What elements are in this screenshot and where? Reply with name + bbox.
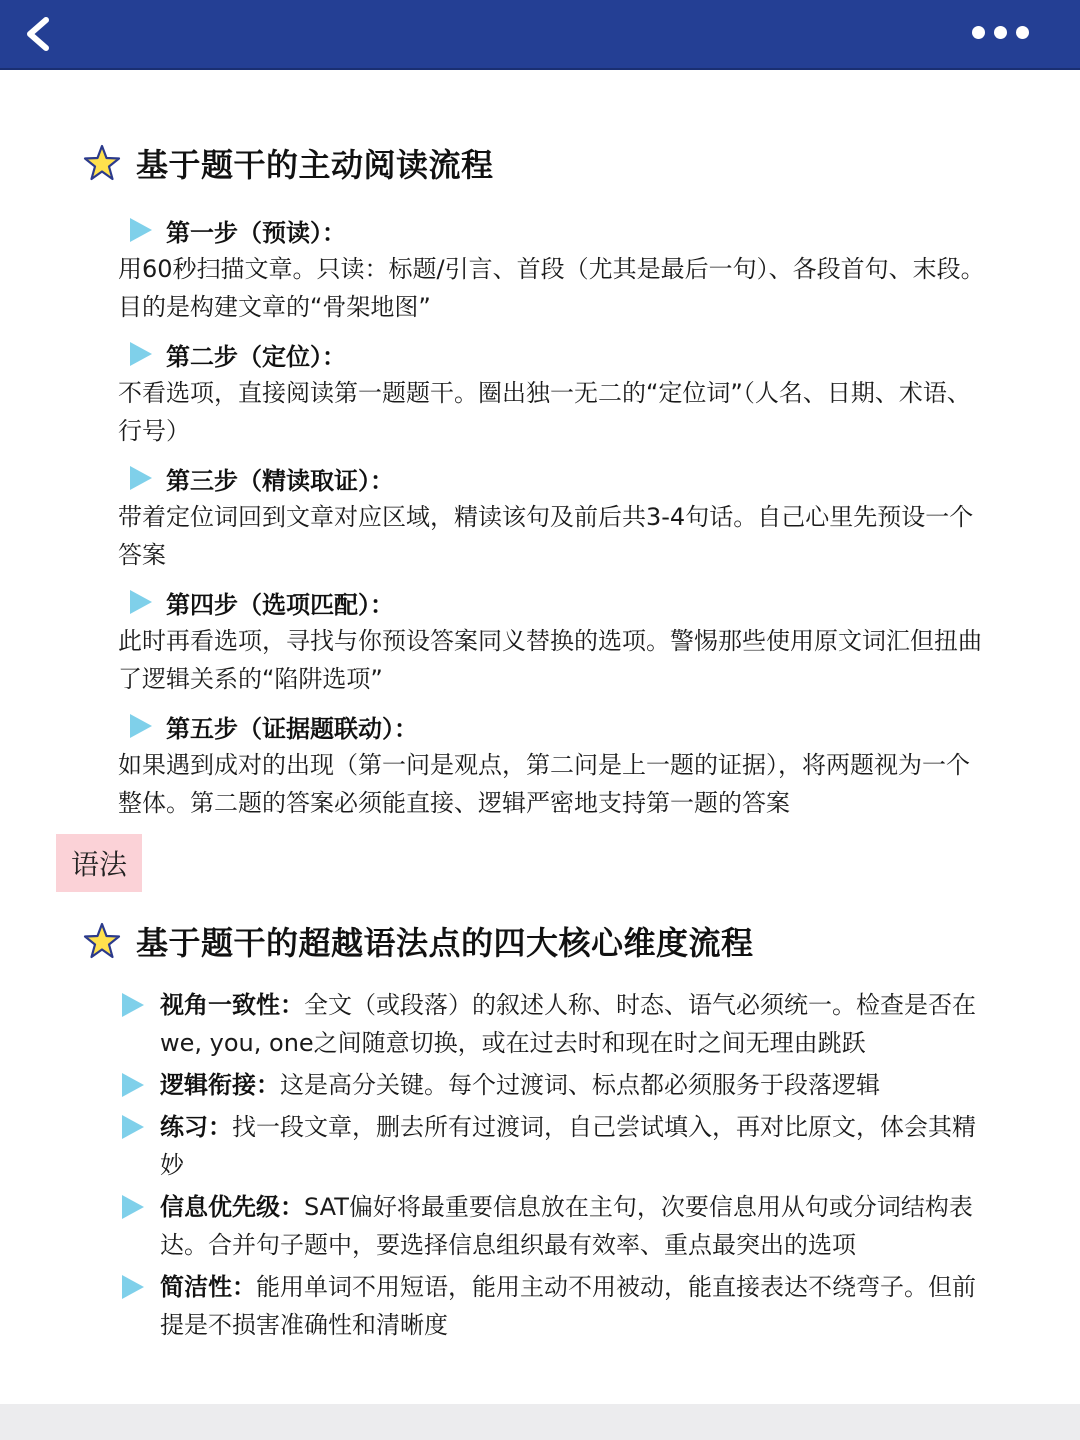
step-item bbox=[118, 210, 988, 326]
section-grammar-heading bbox=[82, 916, 754, 966]
section-title: 基于题干的主动阅读流程 bbox=[136, 146, 494, 184]
section-title: 基于题干的超越语法点的四大核心维度流程 bbox=[136, 924, 754, 962]
list-item bbox=[122, 1188, 982, 1264]
star-outline-icon bbox=[82, 921, 122, 961]
back-button[interactable] bbox=[18, 12, 62, 56]
triangle-bullet-icon bbox=[122, 1115, 144, 1139]
item-body: 找一段文章，删去所有过渡词，自己尝试填入，再对比原文，体会其精妙 bbox=[160, 1113, 976, 1179]
list-item bbox=[122, 1268, 982, 1344]
item-label: 练习： bbox=[160, 1113, 232, 1141]
bottom-strip bbox=[0, 1404, 1080, 1440]
step-body: 用60秒扫描文章。只读：标题/引言、首段（尤其是最后一句）、各段首句、末段。目的是构建文章的“骨架地图” bbox=[118, 255, 985, 321]
more-dot bbox=[972, 26, 985, 39]
item-body: 全文（或段落）的叙述人称、时态、语气必须统一。检查是否在we, you, one之间随意切换，或在过去时和现在时之间无理由跳跃 bbox=[160, 991, 976, 1057]
step-body: 此时再看选项，寻找与你预设答案同义替换的选项。警惕那些使用原文词汇但扭曲了逻辑关系的“陷阱选项” bbox=[118, 627, 982, 693]
step-item bbox=[118, 706, 988, 822]
triangle-bullet-icon bbox=[122, 1275, 144, 1299]
triangle-bullet-icon bbox=[130, 466, 152, 490]
more-dot bbox=[1016, 26, 1029, 39]
triangle-bullet-icon bbox=[130, 590, 152, 614]
more-options-button[interactable] bbox=[972, 22, 1044, 48]
step-label: 第三步（精读取证）： bbox=[166, 466, 394, 495]
step-item bbox=[118, 458, 988, 574]
reading-steps-list bbox=[118, 210, 988, 830]
step-label: 第一步（预读）： bbox=[166, 218, 346, 247]
item-label: 信息优先级： bbox=[160, 1193, 304, 1221]
step-label: 第五步（证据题联动）： bbox=[166, 714, 418, 743]
item-label: 视角一致性： bbox=[160, 991, 304, 1019]
triangle-bullet-icon bbox=[130, 342, 152, 366]
item-label: 逻辑衔接： bbox=[160, 1071, 280, 1099]
step-body: 带着定位词回到文章对应区域，精读该句及前后共3-4句话。自己心里先预设一个答案 bbox=[118, 503, 974, 569]
triangle-bullet-icon bbox=[130, 218, 152, 242]
list-item bbox=[122, 1066, 982, 1104]
item-body: 能用单词不用短语，能用主动不用被动，能直接表达不绕弯子。但前提是不损害准确性和清晰度 bbox=[160, 1273, 976, 1339]
list-item bbox=[122, 986, 982, 1062]
step-body: 如果遇到成对的出现（第一问是观点，第二问是上一题的证据），将两题视为一个整体。第二题的答案必须能直接、逻辑严密地支持第一题的答案 bbox=[118, 751, 970, 817]
item-body: 这是高分关键。每个过渡词、标点都必须服务于段落逻辑 bbox=[280, 1071, 880, 1099]
list-item bbox=[122, 1108, 982, 1184]
grammar-tag: 语法 bbox=[56, 834, 142, 892]
step-body: 不看选项，直接阅读第一题题干。圈出独一无二的“定位词”（人名、日期、术语、行号） bbox=[118, 379, 971, 445]
triangle-bullet-icon bbox=[122, 1195, 144, 1219]
grammar-dimensions-list bbox=[122, 986, 982, 1348]
item-body: SAT偏好将最重要信息放在主句，次要信息用从句或分词结构表达。合并句子题中，要选择信息组织最有效率、重点最突出的选项 bbox=[160, 1193, 973, 1259]
item-label: 简洁性： bbox=[160, 1273, 256, 1301]
step-label: 第四步（选项匹配）： bbox=[166, 590, 394, 619]
triangle-bullet-icon bbox=[122, 1073, 144, 1097]
step-label: 第二步（定位）： bbox=[166, 342, 346, 371]
triangle-bullet-icon bbox=[130, 714, 152, 738]
section-reading-heading bbox=[82, 138, 494, 188]
triangle-bullet-icon bbox=[122, 993, 144, 1017]
more-dot bbox=[994, 26, 1007, 39]
chevron-left-icon bbox=[18, 12, 62, 56]
star-outline-icon bbox=[82, 143, 122, 183]
top-nav-bar bbox=[0, 0, 1080, 70]
step-item bbox=[118, 334, 988, 450]
step-item bbox=[118, 582, 988, 698]
